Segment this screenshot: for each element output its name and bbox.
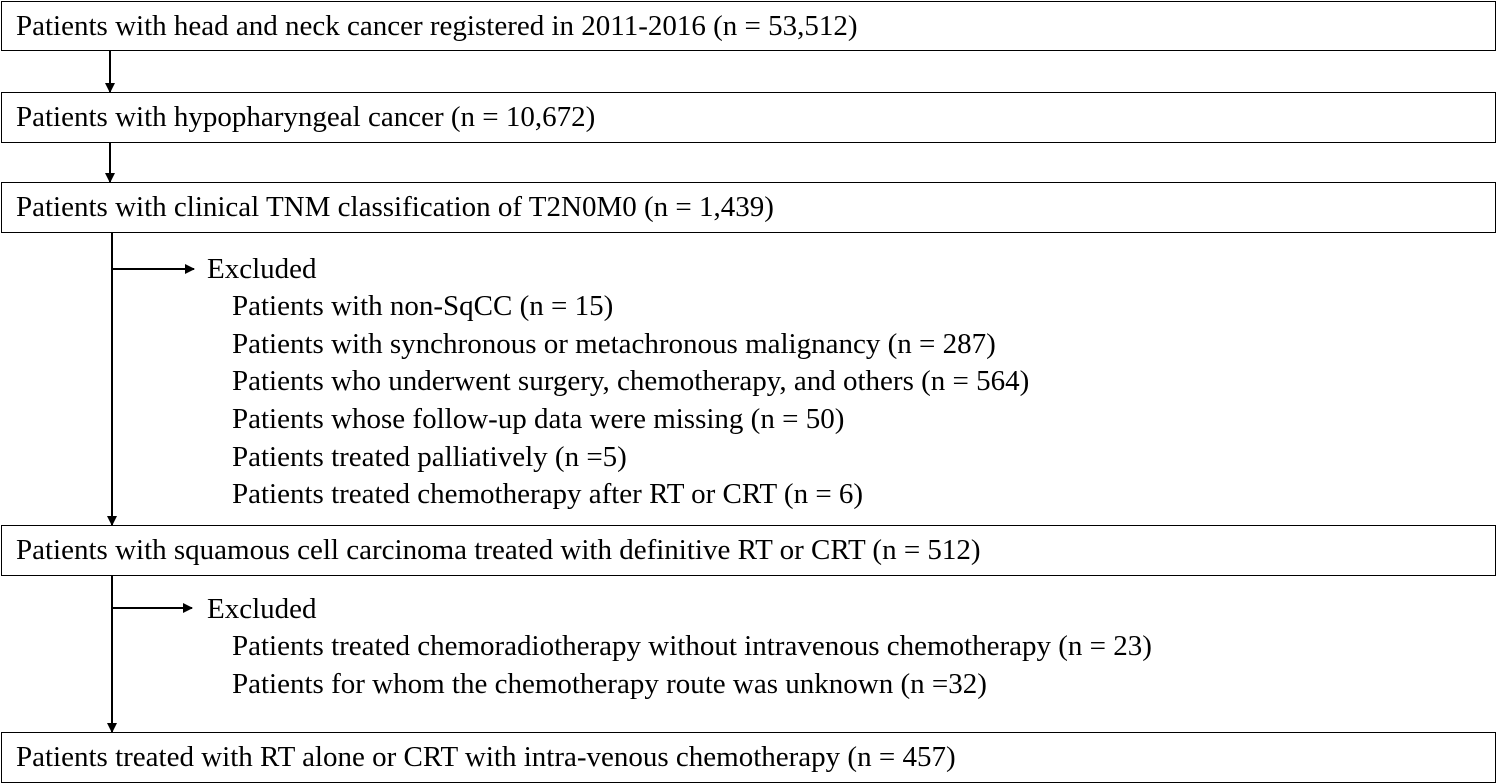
box-t2n0m0-classification-text: Patients with clinical TNM classification of T2N0M0 (n = 1,439) — [16, 191, 774, 223]
exclusion-1-item: Patients whose follow-up data were missing (n = 50) — [232, 403, 845, 435]
exclusion-1-item: Patients with synchronous or metachronous malignancy (n = 287) — [232, 328, 996, 360]
box-hypopharyngeal-cancer — [1, 92, 1496, 143]
box-hypopharyngeal-cancer-text: Patients with hypopharyngeal cancer (n = 10,672) — [16, 101, 596, 133]
exclusion-1-item: Patients treated palliatively (n =5) — [232, 441, 627, 473]
exclusion-2-item: Patients treated chemoradiotherapy without intravenous chemotherapy (n = 23) — [232, 630, 1152, 662]
box-registered-patients-text: Patients with head and neck cancer registered in 2011-2016 (n = 53,512) — [16, 9, 858, 42]
exclusion-1-item: Patients with non-SqCC (n = 15) — [232, 290, 614, 322]
box-final-cohort — [1, 732, 1496, 783]
box-definitive-rt-or-crt — [1, 525, 1496, 576]
box-t2n0m0-classification — [1, 182, 1496, 233]
box-registered-patients — [1, 1, 1496, 51]
box-definitive-rt-or-crt-text: Patients with squamous cell carcinoma treated with definitive RT or CRT (n = 512) — [16, 534, 981, 566]
exclusion-1-title: Excluded — [207, 253, 317, 285]
exclusion-2-title: Excluded — [207, 593, 317, 625]
exclusion-2-item: Patients for whom the chemotherapy route was unknown (n =32) — [232, 668, 987, 700]
exclusion-1-item: Patients who underwent surgery, chemotherapy, and others (n = 564) — [232, 365, 1030, 397]
box-final-cohort-text: Patients treated with RT alone or CRT with intra-venous chemotherapy (n = 457) — [16, 741, 956, 773]
exclusion-1-item: Patients treated chemotherapy after RT or CRT (n = 6) — [232, 478, 864, 510]
